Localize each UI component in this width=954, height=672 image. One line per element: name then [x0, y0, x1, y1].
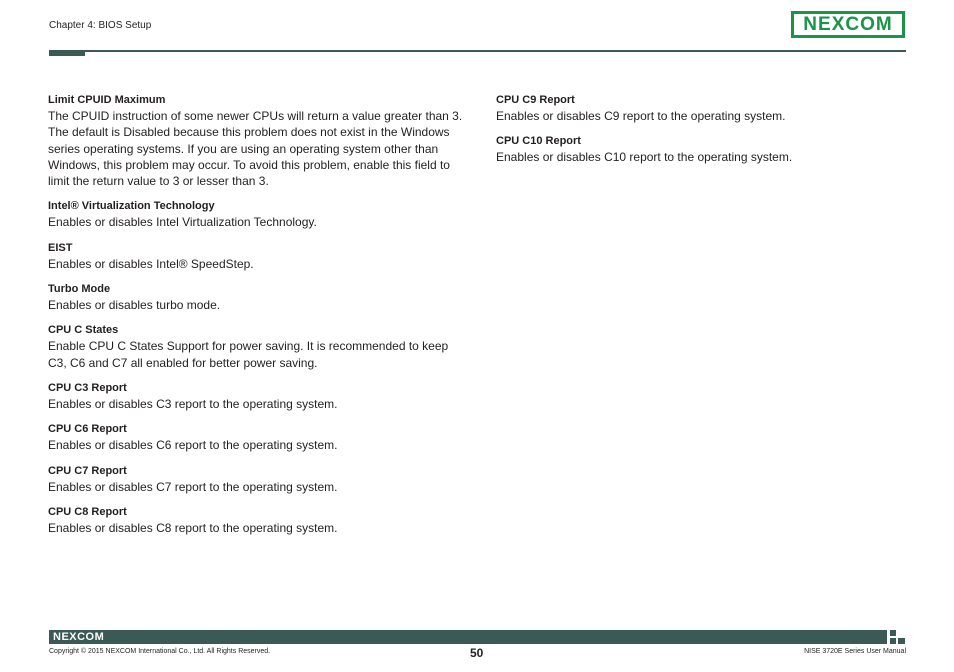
setting-title: Limit CPUID Maximum [48, 94, 166, 106]
setting-title: CPU C3 Report [48, 381, 127, 394]
logo-text: NEXCOM [803, 13, 893, 35]
setting-title: Turbo Mode [48, 283, 111, 296]
header-rule [49, 50, 906, 52]
setting-description: Enables or disables C9 report to the operating system. [496, 109, 786, 123]
setting-item [48, 92, 468, 189]
header-rule-tab [49, 50, 85, 56]
setting-item [48, 198, 468, 230]
setting-description: Enables or disables Intel® SpeedStep. [48, 256, 254, 271]
setting-description: Enables or disables C7 report to the operating system. [48, 479, 338, 494]
setting-description: Enables or disables Intel Virtualization Technology. [48, 215, 317, 230]
setting-item [496, 92, 916, 124]
setting-item [48, 281, 468, 313]
setting-title: EIST [48, 241, 73, 254]
setting-description: Enable CPU C States Support for power saving. It is recommended to keep C3, C6 and C7 all enabled for better power saving. [48, 339, 449, 370]
setting-description: Enables or disables C3 report to the operating system. [48, 396, 338, 411]
left-column [48, 92, 468, 545]
setting-description: Enables or disables turbo mode. [48, 298, 221, 313]
setting-title: CPU C8 Report [48, 505, 127, 518]
setting-description: Enables or disables C8 report to the operating system. [48, 520, 338, 535]
chapter-title: Chapter 4: BIOS Setup [49, 20, 152, 31]
setting-item [48, 421, 468, 453]
nexcom-logo [791, 11, 905, 38]
footer-square-icon [898, 638, 905, 644]
setting-title: Intel® Virtualization Technology [48, 200, 215, 213]
manual-title: NISE 3720E Series User Manual [804, 648, 906, 655]
setting-title: CPU C7 Report [48, 464, 127, 477]
footer-square-icon [890, 630, 896, 636]
copyright-text: Copyright © 2015 NEXCOM International Co., Ltd. All Rights Reserved. [49, 648, 271, 655]
setting-title: CPU C10 Report [496, 135, 581, 148]
setting-description: Enables or disables C6 report to the operating system. [48, 438, 338, 453]
setting-title: CPU C States [48, 324, 119, 337]
setting-item [48, 380, 468, 412]
setting-item [48, 240, 468, 272]
setting-item [48, 463, 468, 495]
page-number: 50 [470, 646, 484, 660]
footer-bar [49, 630, 887, 644]
setting-item [496, 133, 916, 165]
footer-square-icon [890, 638, 896, 644]
setting-description: Enables or disables C10 report to the operating system. [496, 150, 793, 165]
setting-description: The CPUID instruction of some newer CPUs will return a value greater than 3. The default is Disabled because this problem does not exist in the Windows series operating systems. If you are using an operating system other than Windows, this problem may occur. To avoid this problem, enable this field to limit the return value to 3 or lesser than 3. [48, 109, 463, 189]
right-column [496, 92, 916, 175]
setting-title: CPU C6 Report [48, 423, 127, 436]
footer-logo: NEXCOM [53, 631, 105, 643]
setting-item [48, 504, 468, 536]
setting-title: CPU C9 Report [496, 94, 575, 106]
setting-item [48, 322, 468, 371]
